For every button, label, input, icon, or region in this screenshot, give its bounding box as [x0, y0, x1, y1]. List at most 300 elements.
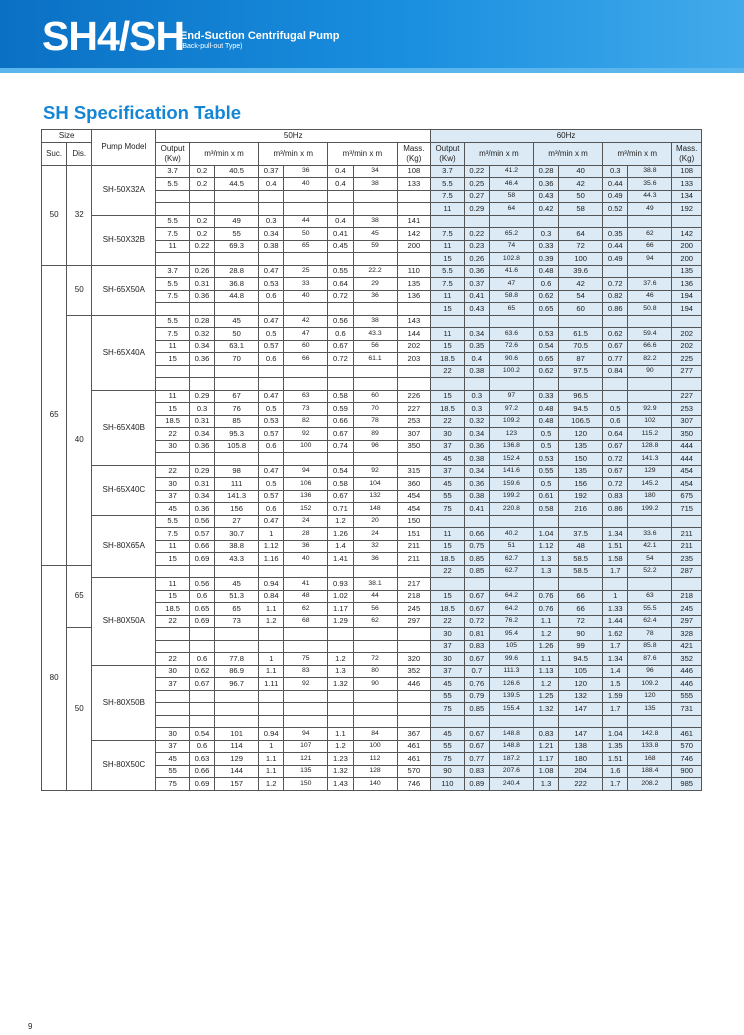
spec-cell-60hz: 297 — [672, 615, 702, 628]
spec-cell-50hz: 37 — [156, 678, 190, 691]
spec-cell-50hz: 114 — [215, 740, 259, 753]
spec-cell-60hz: 444 — [672, 453, 702, 466]
spec-cell-60hz: 95.4 — [489, 628, 533, 641]
spec-cell-50hz: 0.2 — [189, 228, 214, 241]
spec-cell-50hz: 11 — [156, 240, 190, 253]
spec-cell-50hz: 77.8 — [215, 653, 259, 666]
spec-cell-50hz: 1.1 — [259, 765, 284, 778]
spec-cell-50hz: 49 — [215, 215, 259, 228]
spec-cell-50hz: 0.94 — [259, 728, 284, 741]
spec-cell-50hz: 72 — [353, 653, 397, 666]
spec-cell-50hz — [397, 190, 431, 203]
spec-cell-50hz — [215, 628, 259, 641]
spec-cell-60hz: 194 — [672, 290, 702, 303]
spec-cell-50hz: 5.5 — [156, 215, 190, 228]
spec-cell-60hz: 60 — [559, 303, 603, 316]
spec-cell-60hz: 328 — [672, 628, 702, 641]
spec-cell-60hz: 225 — [672, 353, 702, 366]
spec-cell-60hz — [464, 315, 489, 328]
spec-cell-50hz: 0.34 — [189, 428, 214, 441]
spec-cell-50hz: 7.5 — [156, 328, 190, 341]
spec-cell-50hz — [353, 453, 397, 466]
spec-cell-60hz: 1.59 — [603, 690, 628, 703]
spec-cell-50hz: 62 — [284, 603, 328, 616]
spec-cell-60hz: 87 — [559, 353, 603, 366]
output-50-header: Output (Kw) — [156, 142, 190, 165]
spec-cell-60hz: 1.2 — [533, 628, 558, 641]
spec-cell-60hz: 45 — [431, 453, 465, 466]
spec-cell-60hz: 102 — [628, 415, 672, 428]
spec-cell-60hz: 42 — [559, 178, 603, 191]
spec-cell-50hz — [397, 628, 431, 641]
spec-cell-50hz: 203 — [397, 353, 431, 366]
spec-cell-60hz — [533, 215, 558, 228]
spec-cell-60hz: 1.12 — [533, 540, 558, 553]
spec-cell-50hz: 0.58 — [328, 478, 353, 491]
spec-cell-50hz: 11 — [156, 578, 190, 591]
spec-cell-60hz — [559, 715, 603, 728]
spec-cell-60hz — [489, 215, 533, 228]
spec-cell-60hz: 0.5 — [533, 428, 558, 441]
spec-cell-60hz: 30 — [431, 428, 465, 441]
spec-cell-60hz — [533, 515, 558, 528]
spec-cell-60hz: 0.44 — [603, 178, 628, 191]
spec-cell-50hz: 0.54 — [328, 465, 353, 478]
spec-cell-50hz: 461 — [397, 753, 431, 766]
flow-50-header-3: m³/min x m — [328, 142, 397, 165]
spec-cell-60hz: 90 — [431, 765, 465, 778]
spec-cell-50hz — [259, 628, 284, 641]
spec-cell-60hz: 180 — [559, 753, 603, 766]
spec-cell-60hz: 15 — [431, 390, 465, 403]
spec-cell-60hz: 731 — [672, 703, 702, 716]
spec-cell-50hz: 0.57 — [259, 428, 284, 441]
spec-cell-60hz: 97.5 — [559, 365, 603, 378]
spec-cell-50hz — [189, 703, 214, 716]
spec-cell-60hz: 59.4 — [628, 328, 672, 341]
spec-cell-50hz: 43.3 — [353, 328, 397, 341]
spec-cell-60hz: 985 — [672, 778, 702, 791]
spec-cell-50hz: 211 — [397, 553, 431, 566]
spec-cell-50hz: 142 — [397, 228, 431, 241]
spec-cell-60hz: 0.48 — [533, 265, 558, 278]
spec-cell-60hz: 0.67 — [464, 603, 489, 616]
spec-cell-60hz: 41.2 — [489, 165, 533, 178]
spec-cell-50hz: 0.94 — [259, 578, 284, 591]
spec-cell-50hz: 7.5 — [156, 528, 190, 541]
spec-cell-60hz: 37 — [431, 665, 465, 678]
spec-cell-50hz: 60 — [353, 390, 397, 403]
spec-cell-50hz: 33 — [284, 278, 328, 291]
spec-cell-60hz: 0.33 — [533, 240, 558, 253]
spec-cell-50hz: 34 — [353, 165, 397, 178]
flow-50-header-2: m³/min x m — [259, 142, 328, 165]
spec-cell-60hz: 64 — [559, 228, 603, 241]
spec-cell-60hz: 37 — [431, 640, 465, 653]
spec-cell-50hz — [353, 690, 397, 703]
spec-cell-50hz: 0.22 — [189, 240, 214, 253]
spec-cell-50hz — [259, 565, 284, 578]
spec-cell-50hz: 136 — [397, 290, 431, 303]
spec-cell-60hz: 76.2 — [489, 615, 533, 628]
spec-cell-60hz — [489, 578, 533, 591]
spec-cell-60hz: 97 — [489, 390, 533, 403]
spec-cell-60hz: 0.54 — [533, 340, 558, 353]
spec-cell-60hz: 72 — [559, 615, 603, 628]
spec-cell-60hz: 1.7 — [603, 778, 628, 791]
spec-cell-50hz: 0.41 — [328, 228, 353, 241]
spec-cell-60hz: 94.5 — [559, 403, 603, 416]
spec-cell-60hz: 0.77 — [603, 353, 628, 366]
spec-cell-50hz — [284, 378, 328, 391]
spec-cell-60hz: 90 — [559, 628, 603, 641]
spec-cell-60hz: 0.5 — [603, 403, 628, 416]
spec-cell-50hz: 148 — [353, 503, 397, 516]
spec-cell-50hz: 0.45 — [328, 240, 353, 253]
spec-cell-50hz: 36.8 — [215, 278, 259, 291]
spec-cell-50hz: 0.47 — [259, 315, 284, 328]
spec-cell-50hz: 1.41 — [328, 553, 353, 566]
spec-cell-50hz: 1.32 — [328, 765, 353, 778]
spec-cell-50hz — [259, 303, 284, 316]
spec-cell-60hz: 120 — [559, 678, 603, 691]
spec-cell-50hz: 38 — [353, 178, 397, 191]
spec-cell-50hz — [189, 378, 214, 391]
spec-cell-60hz: 1.2 — [533, 678, 558, 691]
spec-cell-60hz: 0.3 — [603, 165, 628, 178]
pump-model-header: Pump Model — [92, 130, 156, 166]
pump-model-cell: SH-80X65A — [92, 515, 156, 578]
spec-cell-50hz — [328, 715, 353, 728]
spec-cell-50hz — [328, 303, 353, 316]
spec-cell-60hz: 715 — [672, 503, 702, 516]
spec-cell-60hz: 62.4 — [628, 615, 672, 628]
spec-cell-50hz: 101 — [215, 728, 259, 741]
spec-cell-50hz: 25 — [284, 265, 328, 278]
spec-cell-50hz: 45 — [156, 503, 190, 516]
pump-model-cell: SH-65X40B — [92, 390, 156, 465]
spec-cell-50hz: 0.37 — [259, 165, 284, 178]
spec-cell-50hz: 36 — [353, 553, 397, 566]
spec-cell-60hz: 152.4 — [489, 453, 533, 466]
spec-cell-60hz: 3.7 — [431, 165, 465, 178]
spec-cell-50hz: 42 — [284, 315, 328, 328]
spec-cell-60hz — [559, 315, 603, 328]
spec-cell-50hz: 15 — [156, 403, 190, 416]
page-title: SH Specification Table — [43, 102, 242, 123]
spec-cell-50hz: 83 — [284, 665, 328, 678]
spec-cell-50hz: 60 — [284, 340, 328, 353]
spec-cell-50hz: 0.36 — [189, 440, 214, 453]
spec-cell-50hz: 65 — [284, 240, 328, 253]
spec-cell-60hz — [603, 390, 628, 403]
spec-cell-50hz: 1.32 — [328, 678, 353, 691]
spec-cell-50hz: 36 — [353, 290, 397, 303]
spec-cell-50hz — [215, 715, 259, 728]
spec-cell-60hz — [431, 378, 465, 391]
spec-cell-60hz — [489, 378, 533, 391]
spec-cell-50hz — [284, 565, 328, 578]
spec-cell-60hz: 92.9 — [628, 403, 672, 416]
spec-cell-60hz: 0.66 — [464, 528, 489, 541]
spec-cell-50hz: 63 — [284, 390, 328, 403]
spec-cell-50hz: 0.66 — [189, 765, 214, 778]
spec-cell-50hz: 55 — [215, 228, 259, 241]
spec-cell-60hz: 148.8 — [489, 740, 533, 753]
pump-model-cell: SH-65X40A — [92, 315, 156, 390]
spec-cell-50hz: 27 — [215, 515, 259, 528]
spec-cell-50hz: 28 — [284, 528, 328, 541]
spec-cell-60hz: 1.21 — [533, 740, 558, 753]
spec-cell-50hz: 1.43 — [328, 778, 353, 791]
spec-cell-50hz — [328, 690, 353, 703]
spec-cell-50hz: 69.3 — [215, 240, 259, 253]
pump-model-cell: SH-80X50A — [92, 578, 156, 666]
spec-cell-60hz: 40.2 — [489, 528, 533, 541]
spec-cell-60hz: 128.8 — [628, 440, 672, 453]
spec-cell-60hz: 555 — [672, 690, 702, 703]
spec-cell-60hz: 5.5 — [431, 265, 465, 278]
spec-cell-60hz — [489, 315, 533, 328]
spec-cell-60hz: 61.5 — [559, 328, 603, 341]
spec-cell-50hz: 0.6 — [189, 590, 214, 603]
spec-cell-60hz — [672, 515, 702, 528]
spec-cell-60hz: 62 — [628, 228, 672, 241]
spec-cell-50hz — [215, 303, 259, 316]
suc-size-cell: 65 — [42, 265, 67, 565]
spec-cell-50hz — [397, 565, 431, 578]
spec-cell-50hz — [353, 253, 397, 266]
spec-cell-50hz — [397, 378, 431, 391]
spec-cell-50hz: 51.3 — [215, 590, 259, 603]
spec-cell-60hz: 0.83 — [603, 490, 628, 503]
size-header: Size — [42, 130, 92, 143]
spec-cell-60hz: 277 — [672, 365, 702, 378]
spec-cell-50hz: 0.34 — [189, 490, 214, 503]
spec-cell-50hz: 80 — [353, 665, 397, 678]
table-row — [42, 465, 702, 478]
spec-cell-50hz: 141 — [397, 215, 431, 228]
spec-cell-60hz: 54 — [628, 553, 672, 566]
spec-cell-50hz: 0.53 — [259, 415, 284, 428]
suc-size-cell: 50 — [42, 165, 67, 265]
dis-header: Dis. — [67, 142, 92, 165]
spec-cell-50hz: 44 — [353, 590, 397, 603]
spec-cell-50hz — [284, 303, 328, 316]
spec-cell-50hz: 104 — [353, 478, 397, 491]
spec-cell-50hz — [156, 453, 190, 466]
spec-cell-60hz: 0.76 — [533, 590, 558, 603]
spec-cell-50hz: 0.5 — [259, 328, 284, 341]
spec-cell-50hz: 0.34 — [189, 340, 214, 353]
spec-cell-60hz: 58 — [559, 203, 603, 216]
spec-cell-50hz: 45 — [215, 578, 259, 591]
spec-cell-50hz: 86.9 — [215, 665, 259, 678]
spec-cell-60hz: 115.2 — [628, 428, 672, 441]
spec-cell-50hz: 150 — [284, 778, 328, 791]
spec-cell-50hz: 0.47 — [259, 515, 284, 528]
spec-cell-60hz: 0.86 — [603, 303, 628, 316]
spec-cell-60hz: 39.6 — [559, 265, 603, 278]
spec-table-body — [42, 165, 702, 790]
spec-cell-50hz: 218 — [397, 590, 431, 603]
spec-cell-60hz: 0.62 — [533, 365, 558, 378]
spec-cell-50hz: 61.1 — [353, 353, 397, 366]
spec-cell-60hz: 1.4 — [603, 665, 628, 678]
spec-cell-50hz — [328, 453, 353, 466]
dis-size-cell: 50 — [67, 265, 92, 315]
spec-cell-50hz: 63.1 — [215, 340, 259, 353]
spec-cell-60hz: 350 — [672, 428, 702, 441]
spec-cell-50hz: 144 — [397, 328, 431, 341]
spec-cell-60hz: 96.5 — [559, 390, 603, 403]
spec-cell-60hz — [603, 578, 628, 591]
spec-cell-50hz: 45 — [215, 315, 259, 328]
spec-cell-60hz: 461 — [672, 728, 702, 741]
spec-cell-60hz: 0.72 — [464, 615, 489, 628]
spec-cell-60hz: 0.49 — [603, 190, 628, 203]
spec-cell-60hz: 0.36 — [464, 440, 489, 453]
spec-cell-60hz: 7.5 — [431, 278, 465, 291]
spec-cell-50hz: 0.36 — [189, 503, 214, 516]
spec-cell-60hz: 7.5 — [431, 190, 465, 203]
mass-60-header: Mass. (Kg) — [672, 142, 702, 165]
hz60-header: 60Hz — [431, 130, 702, 143]
spec-cell-60hz: 65 — [489, 303, 533, 316]
spec-cell-60hz — [559, 378, 603, 391]
spec-cell-50hz: 110 — [397, 265, 431, 278]
spec-cell-50hz: 1.2 — [328, 515, 353, 528]
spec-cell-50hz — [397, 203, 431, 216]
spec-cell-50hz: 1.02 — [328, 590, 353, 603]
spec-cell-60hz: 211 — [672, 540, 702, 553]
spec-cell-60hz: 208.2 — [628, 778, 672, 791]
spec-cell-60hz: 70.5 — [559, 340, 603, 353]
spec-cell-50hz — [353, 715, 397, 728]
spec-cell-50hz: 30 — [156, 478, 190, 491]
output-60-header: Output (Kw) — [431, 142, 465, 165]
spec-cell-60hz: 0.34 — [464, 428, 489, 441]
spec-cell-50hz — [284, 628, 328, 641]
spec-cell-60hz: 87.6 — [628, 653, 672, 666]
spec-cell-50hz: 132 — [353, 490, 397, 503]
spec-cell-60hz — [464, 578, 489, 591]
spec-cell-50hz: 0.56 — [328, 315, 353, 328]
spec-cell-50hz — [189, 190, 214, 203]
spec-cell-50hz: 50 — [284, 228, 328, 241]
spec-cell-50hz: 1.16 — [259, 553, 284, 566]
spec-cell-50hz: 44.5 — [215, 178, 259, 191]
spec-cell-50hz: 1.2 — [259, 778, 284, 791]
spec-cell-60hz: 15 — [431, 253, 465, 266]
spec-cell-60hz: 74 — [489, 240, 533, 253]
spec-cell-60hz: 135 — [559, 465, 603, 478]
spec-cell-60hz: 0.41 — [464, 290, 489, 303]
spec-cell-60hz: 0.84 — [603, 365, 628, 378]
spec-cell-60hz: 5.5 — [431, 178, 465, 191]
spec-cell-50hz: 0.2 — [189, 165, 214, 178]
spec-cell-60hz: 75 — [431, 703, 465, 716]
spec-cell-60hz: 0.22 — [464, 228, 489, 241]
spec-cell-50hz: 0.56 — [189, 515, 214, 528]
spec-cell-50hz: 1 — [259, 528, 284, 541]
spec-cell-50hz: 0.31 — [189, 278, 214, 291]
spec-cell-60hz: 66 — [559, 590, 603, 603]
spec-cell-50hz: 1.1 — [259, 665, 284, 678]
spec-cell-50hz: 461 — [397, 740, 431, 753]
product-logo: SH4/SH — [42, 13, 185, 59]
spec-cell-50hz — [156, 628, 190, 641]
spec-cell-60hz: 30 — [431, 653, 465, 666]
spec-cell-60hz: 15 — [431, 303, 465, 316]
spec-cell-60hz: 0.55 — [533, 465, 558, 478]
spec-cell-50hz: 85 — [215, 415, 259, 428]
spec-cell-50hz: 0.31 — [189, 415, 214, 428]
spec-cell-50hz: 7.5 — [156, 290, 190, 303]
spec-cell-50hz — [397, 640, 431, 653]
spec-cell-50hz: 1.1 — [328, 728, 353, 741]
spec-cell-50hz: 108 — [397, 165, 431, 178]
table-row — [42, 315, 702, 328]
spec-cell-60hz: 35.6 — [628, 178, 672, 191]
spec-cell-60hz: 72.6 — [489, 340, 533, 353]
spec-cell-60hz: 1.3 — [533, 553, 558, 566]
spec-cell-50hz: 24 — [353, 528, 397, 541]
spec-cell-50hz: 0.47 — [259, 390, 284, 403]
spec-cell-60hz — [533, 378, 558, 391]
spec-cell-60hz: 0.58 — [533, 503, 558, 516]
spec-cell-60hz: 120 — [628, 690, 672, 703]
pump-model-cell: SH-50X32A — [92, 165, 156, 215]
spec-cell-60hz — [464, 515, 489, 528]
spec-cell-60hz: 37.6 — [628, 278, 672, 291]
spec-cell-60hz: 0.85 — [464, 565, 489, 578]
spec-cell-50hz — [353, 703, 397, 716]
spec-cell-60hz — [431, 515, 465, 528]
spec-cell-60hz: 0.67 — [464, 740, 489, 753]
spec-cell-50hz: 89 — [353, 428, 397, 441]
spec-cell-60hz: 37 — [431, 465, 465, 478]
spec-cell-50hz: 55 — [156, 765, 190, 778]
spec-cell-50hz — [156, 703, 190, 716]
spec-cell-60hz: 0.76 — [464, 678, 489, 691]
spec-cell-50hz: 0.6 — [259, 440, 284, 453]
spec-cell-60hz: 145.2 — [628, 478, 672, 491]
spec-cell-60hz — [559, 578, 603, 591]
spec-cell-60hz: 187.2 — [489, 753, 533, 766]
spec-cell-60hz: 15 — [431, 590, 465, 603]
spec-cell-50hz: 38.1 — [353, 578, 397, 591]
spec-cell-50hz — [353, 190, 397, 203]
spec-cell-50hz: 0.55 — [328, 265, 353, 278]
spec-cell-50hz — [259, 703, 284, 716]
spec-cell-60hz: 1.58 — [603, 553, 628, 566]
spec-cell-50hz — [156, 190, 190, 203]
spec-cell-50hz: 0.69 — [189, 778, 214, 791]
spec-cell-50hz: 22 — [156, 653, 190, 666]
spec-cell-50hz — [215, 703, 259, 716]
spec-cell-60hz: 0.52 — [603, 203, 628, 216]
spec-cell-50hz — [353, 378, 397, 391]
spec-cell-50hz — [397, 303, 431, 316]
spec-cell-50hz: 50 — [215, 328, 259, 341]
spec-cell-50hz — [259, 640, 284, 653]
spec-cell-60hz: 82.2 — [628, 353, 672, 366]
spec-cell-50hz: 1.2 — [259, 615, 284, 628]
spec-cell-60hz: 159.6 — [489, 478, 533, 491]
spec-cell-60hz: 42 — [559, 278, 603, 291]
spec-cell-60hz: 235 — [672, 553, 702, 566]
